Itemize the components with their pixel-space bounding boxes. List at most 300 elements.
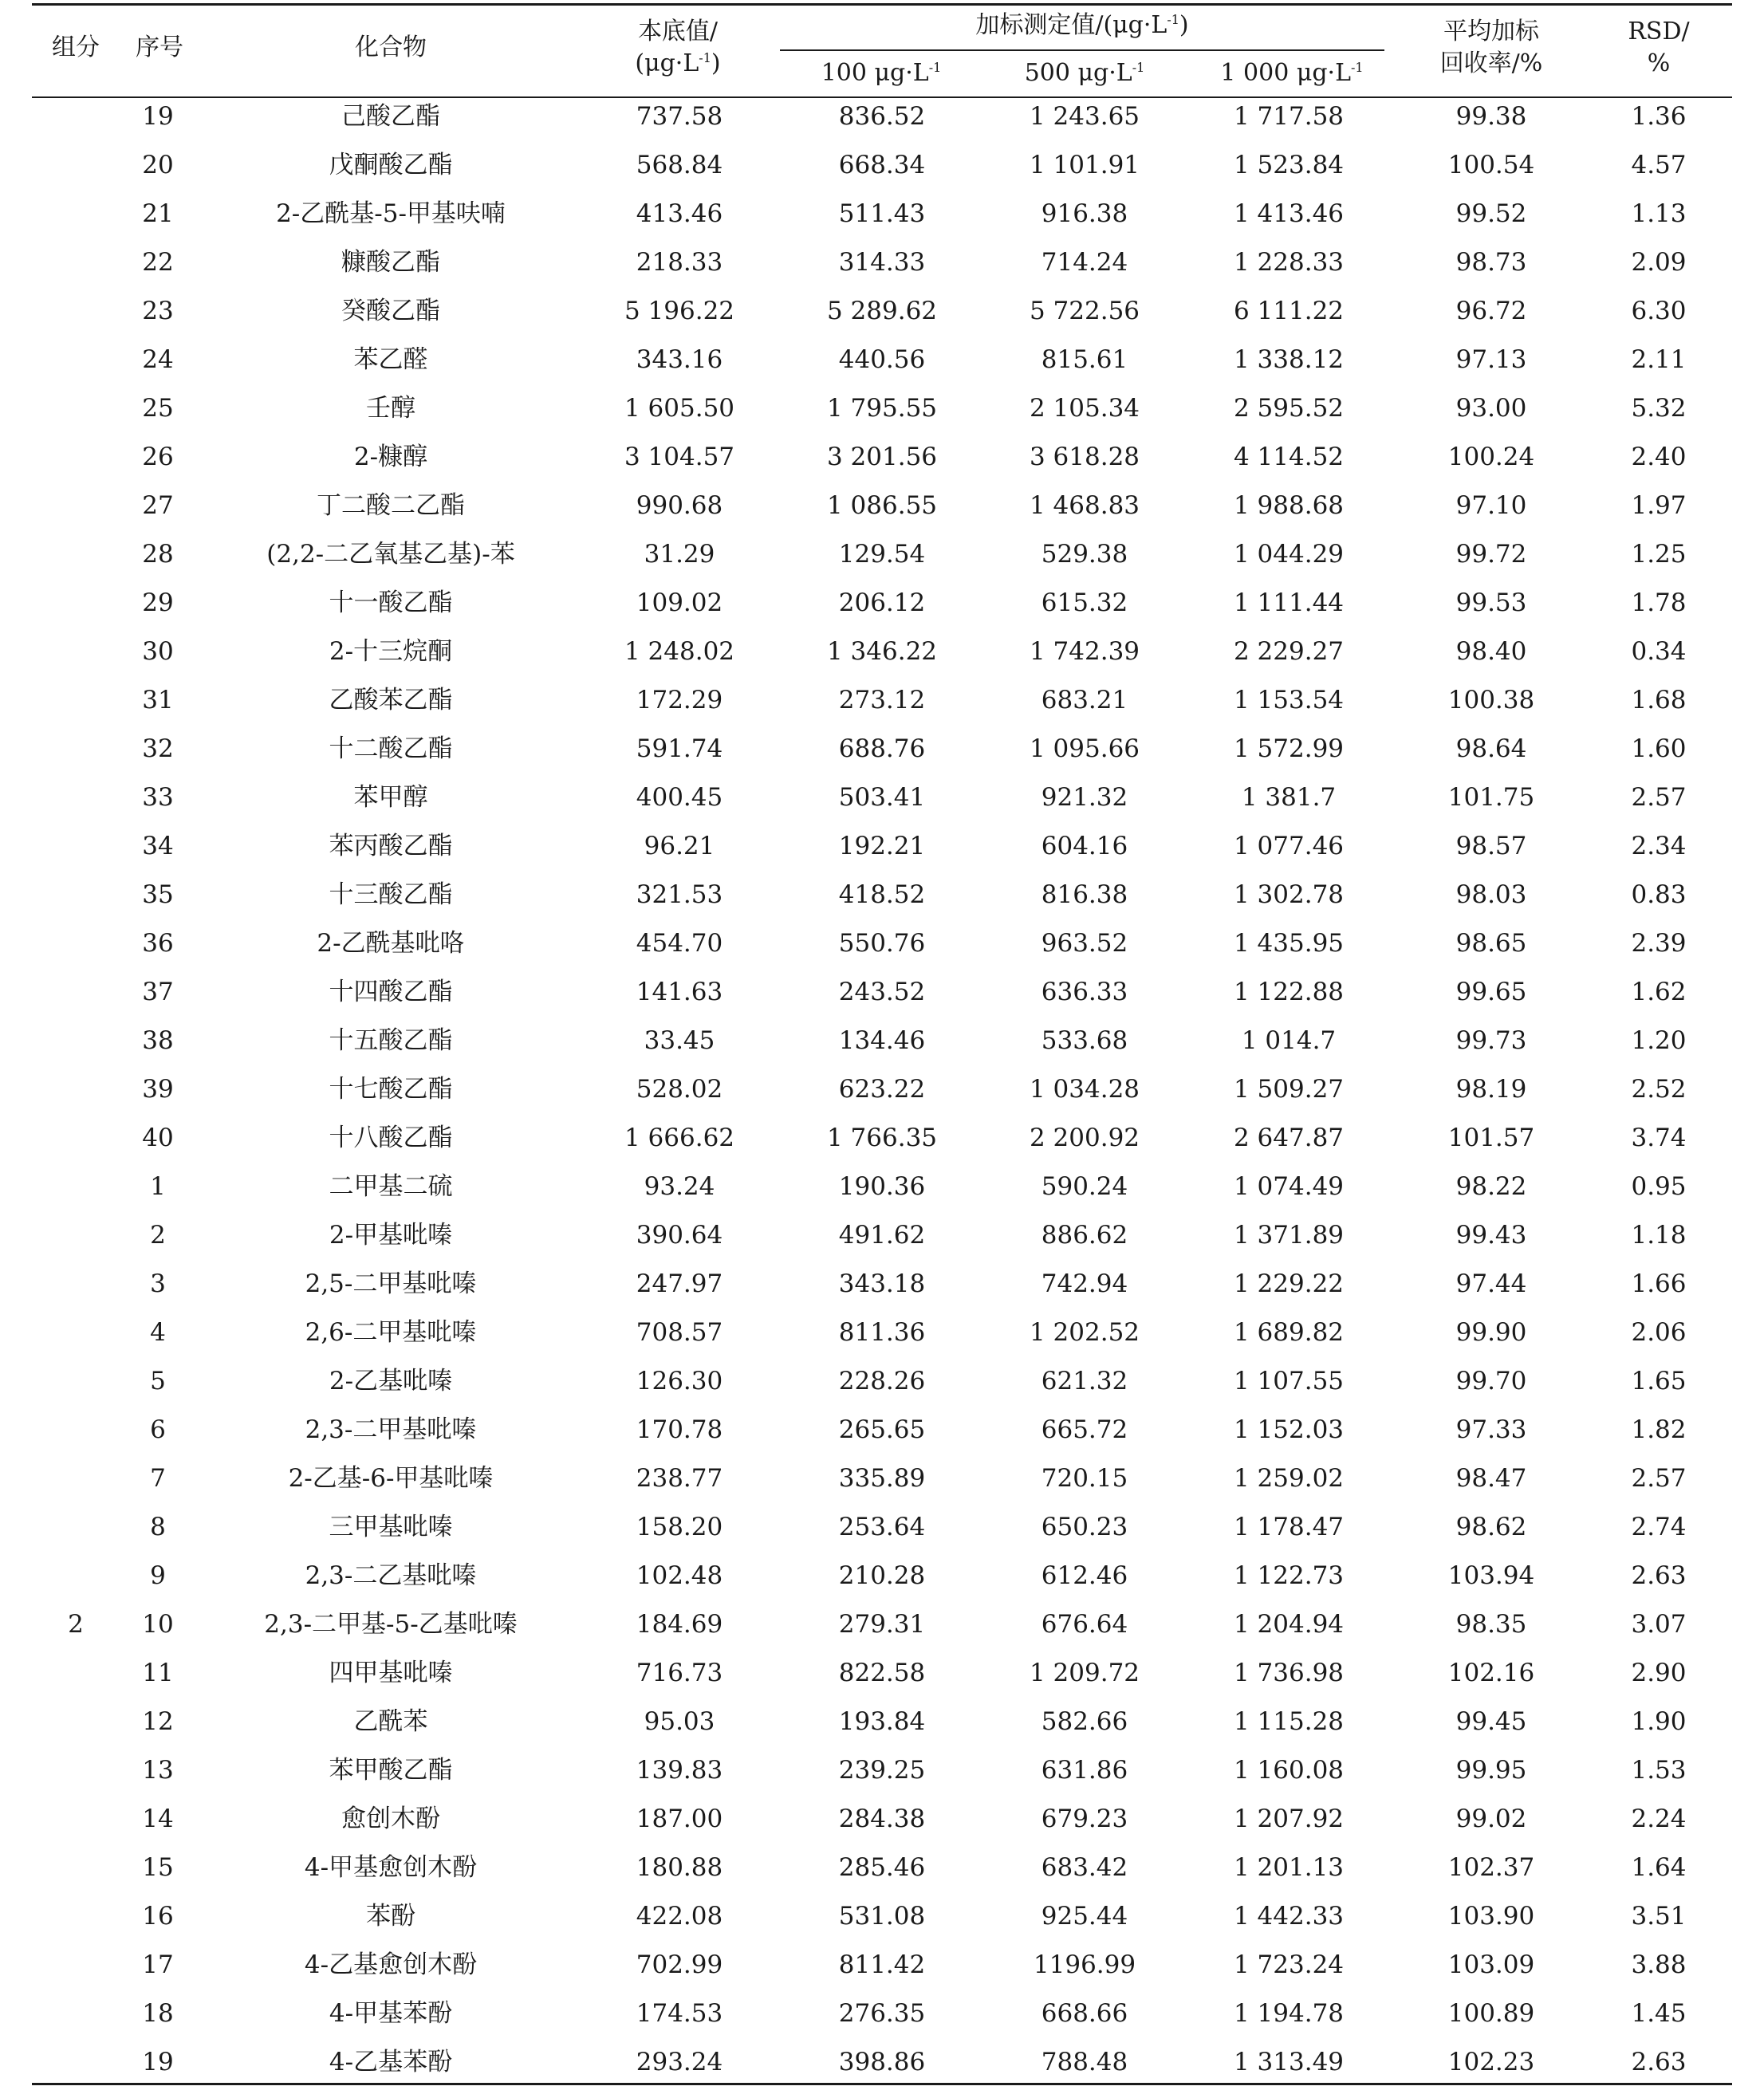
header-spike-1000 xyxy=(1188,57,1396,89)
cell-baseline: 180.88 xyxy=(636,1853,723,1882)
cell-spike-500: 963.52 xyxy=(1041,929,1128,958)
cell-rsd: 3.07 xyxy=(1631,1610,1687,1639)
cell-spike-1000: 1 115.28 xyxy=(1233,1707,1345,1736)
cell-rsd: 1.20 xyxy=(1631,1026,1687,1055)
cell-seq: 10 xyxy=(142,1610,174,1639)
cell-rsd: 1.68 xyxy=(1631,686,1687,714)
cell-compound: 2-乙酰基吡咯 xyxy=(317,929,465,958)
cell-rsd: 2.40 xyxy=(1631,443,1687,471)
cell-baseline: 454.70 xyxy=(636,929,723,958)
table-row xyxy=(0,99,1764,148)
cell-spike-500: 590.24 xyxy=(1041,1172,1128,1201)
cell-seq: 19 xyxy=(142,2048,174,2076)
table-row xyxy=(0,1072,1764,1120)
table-row xyxy=(0,342,1764,391)
cell-compound: 2-乙基-6-甲基吡嗪 xyxy=(288,1464,494,1493)
cell-spike-100: 273.12 xyxy=(838,686,926,714)
cell-compound: 己酸乙酯 xyxy=(341,102,440,131)
cell-baseline: 716.73 xyxy=(636,1659,723,1687)
cell-compound: 2,3-二甲基-5-乙基吡嗪 xyxy=(264,1610,518,1639)
cell-spike-100: 190.36 xyxy=(838,1172,926,1201)
cell-recovery: 99.45 xyxy=(1455,1707,1527,1736)
cell-spike-100: 279.31 xyxy=(838,1610,926,1639)
cell-spike-500: 2 105.34 xyxy=(1029,394,1140,423)
table-row xyxy=(0,1461,1764,1509)
header-rsd-line1: RSD/ xyxy=(1628,18,1690,45)
header-spike-500-sup: -1 xyxy=(1132,60,1145,75)
table-body xyxy=(0,99,1764,2093)
cell-recovery: 101.75 xyxy=(1447,783,1535,812)
cell-seq: 35 xyxy=(142,880,174,909)
cell-recovery: 99.53 xyxy=(1455,588,1527,617)
cell-spike-500: 631.86 xyxy=(1041,1756,1128,1785)
cell-recovery: 96.72 xyxy=(1455,297,1527,325)
cell-recovery: 99.90 xyxy=(1455,1318,1527,1347)
cell-spike-500: 636.33 xyxy=(1041,978,1128,1006)
cell-spike-500: 816.38 xyxy=(1041,880,1128,909)
cell-compound: (2,2-二乙氧基乙基)-苯 xyxy=(266,540,515,569)
cell-spike-100: 243.52 xyxy=(838,978,926,1006)
cell-compound: 十七酸乙酯 xyxy=(329,1075,453,1104)
cell-recovery: 93.00 xyxy=(1455,394,1527,423)
table-row xyxy=(0,1947,1764,1996)
header-baseline-line2 xyxy=(590,48,766,80)
cell-compound: 苯甲醇 xyxy=(353,783,428,812)
table-row xyxy=(0,1753,1764,1801)
table-row xyxy=(0,439,1764,488)
cell-rsd: 2.52 xyxy=(1631,1075,1687,1104)
cell-recovery: 98.62 xyxy=(1455,1513,1527,1541)
cell-spike-100: 193.84 xyxy=(838,1707,926,1736)
cell-compound: 2-糠醇 xyxy=(353,443,428,471)
cell-recovery: 101.57 xyxy=(1447,1124,1535,1152)
table-row xyxy=(0,488,1764,537)
cell-spike-1000: 1 194.78 xyxy=(1233,1999,1345,2028)
cell-spike-500: 679.23 xyxy=(1041,1805,1128,1833)
header-baseline-unit: (μg·L xyxy=(635,49,699,77)
cell-recovery: 100.54 xyxy=(1447,151,1535,179)
cell-compound: 4-乙基苯酚 xyxy=(329,2048,453,2076)
cell-rsd: 1.45 xyxy=(1631,1999,1687,2028)
cell-spike-500: 5 722.56 xyxy=(1029,297,1140,325)
cell-rsd: 1.13 xyxy=(1631,199,1687,228)
cell-recovery: 99.73 xyxy=(1455,1026,1527,1055)
cell-spike-1000: 1 107.55 xyxy=(1233,1367,1345,1395)
cell-spike-500: 1 202.52 xyxy=(1029,1318,1140,1347)
cell-spike-1000: 1 381.7 xyxy=(1241,783,1337,812)
cell-recovery: 97.13 xyxy=(1455,345,1527,374)
table-row xyxy=(0,1801,1764,1850)
cell-spike-1000: 4 114.52 xyxy=(1233,443,1345,471)
cell-seq: 29 xyxy=(142,588,174,617)
cell-seq: 5 xyxy=(150,1367,166,1395)
header-spiked-title: 加标测定值/(μg·L xyxy=(975,11,1167,39)
cell-rsd: 2.57 xyxy=(1631,1464,1687,1493)
cell-spike-500: 815.61 xyxy=(1041,345,1128,374)
cell-baseline: 5 196.22 xyxy=(624,297,735,325)
cell-seq: 25 xyxy=(142,394,174,423)
table-row xyxy=(0,1558,1764,1607)
cell-rsd: 0.83 xyxy=(1631,880,1687,909)
header-spike-500 xyxy=(993,57,1176,89)
cell-spike-1000: 1 074.49 xyxy=(1233,1172,1345,1201)
cell-seq: 40 xyxy=(142,1124,174,1152)
cell-recovery: 103.90 xyxy=(1447,1902,1535,1931)
cell-spike-100: 314.33 xyxy=(838,248,926,277)
cell-seq: 33 xyxy=(142,783,174,812)
table-row xyxy=(0,1315,1764,1364)
cell-compound: 2,6-二甲基吡嗪 xyxy=(305,1318,477,1347)
cell-rsd: 1.60 xyxy=(1631,734,1687,763)
cell-seq: 26 xyxy=(142,443,174,471)
cell-baseline: 422.08 xyxy=(636,1902,723,1931)
cell-spike-500: 720.15 xyxy=(1041,1464,1128,1493)
cell-seq: 6 xyxy=(150,1415,166,1444)
cell-baseline: 218.33 xyxy=(636,248,723,277)
cell-rsd: 3.74 xyxy=(1631,1124,1687,1152)
header-recovery-line1: 平均加标 xyxy=(1443,18,1539,45)
cell-spike-1000: 1 371.89 xyxy=(1233,1221,1345,1250)
cell-compound: 十二酸乙酯 xyxy=(329,734,453,763)
cell-spike-1000: 1 153.54 xyxy=(1233,686,1345,714)
cell-compound: 苯酚 xyxy=(366,1902,415,1931)
cell-seq: 27 xyxy=(142,491,174,520)
cell-spike-100: 192.21 xyxy=(838,832,926,860)
cell-seq: 12 xyxy=(142,1707,174,1736)
cell-spike-500: 925.44 xyxy=(1041,1902,1128,1931)
cell-spike-500: 604.16 xyxy=(1041,832,1128,860)
cell-baseline: 390.64 xyxy=(636,1221,723,1250)
cell-spike-500: 650.23 xyxy=(1041,1513,1128,1541)
cell-compound: 三甲基吡嗪 xyxy=(329,1513,453,1541)
cell-spike-1000: 1 717.58 xyxy=(1233,102,1345,131)
header-baseline xyxy=(590,16,766,80)
cell-spike-100: 1 086.55 xyxy=(826,491,938,520)
cell-rsd: 2.09 xyxy=(1631,248,1687,277)
cell-baseline: 343.16 xyxy=(636,345,723,374)
cell-rsd: 2.06 xyxy=(1631,1318,1687,1347)
cell-baseline: 737.58 xyxy=(636,102,723,131)
cell-compound: 2,3-二乙基吡嗪 xyxy=(305,1561,477,1590)
cell-spike-500: 683.42 xyxy=(1041,1853,1128,1882)
cell-spike-1000: 2 595.52 xyxy=(1233,394,1345,423)
table-row xyxy=(0,1120,1764,1169)
cell-recovery: 100.89 xyxy=(1447,1999,1535,2028)
cell-spike-100: 1 346.22 xyxy=(826,637,938,666)
cell-baseline: 95.03 xyxy=(644,1707,715,1736)
cell-rsd: 2.39 xyxy=(1631,929,1687,958)
cell-baseline: 293.24 xyxy=(636,2048,723,2076)
cell-spike-100: 1 766.35 xyxy=(826,1124,938,1152)
cell-rsd: 1.18 xyxy=(1631,1221,1687,1250)
cell-recovery: 98.22 xyxy=(1455,1172,1527,1201)
cell-spike-1000: 2 647.87 xyxy=(1233,1124,1345,1152)
cell-baseline: 170.78 xyxy=(636,1415,723,1444)
cell-spike-500: 3 618.28 xyxy=(1029,443,1140,471)
cell-spike-500: 676.64 xyxy=(1041,1610,1128,1639)
cell-spike-1000: 1 442.33 xyxy=(1233,1902,1345,1931)
cell-rsd: 3.51 xyxy=(1631,1902,1687,1931)
cell-rsd: 1.62 xyxy=(1631,978,1687,1006)
table-row xyxy=(0,780,1764,829)
cell-spike-500: 621.32 xyxy=(1041,1367,1128,1395)
cell-spike-500: 1 034.28 xyxy=(1029,1075,1140,1104)
cell-recovery: 98.19 xyxy=(1455,1075,1527,1104)
cell-seq: 16 xyxy=(142,1902,174,1931)
cell-spike-1000: 1 201.13 xyxy=(1233,1853,1345,1882)
cell-baseline: 1 666.62 xyxy=(624,1124,735,1152)
cell-recovery: 99.02 xyxy=(1455,1805,1527,1833)
cell-rsd: 2.63 xyxy=(1631,2048,1687,2076)
cell-rsd: 2.24 xyxy=(1631,1805,1687,1833)
cell-rsd: 1.53 xyxy=(1631,1756,1687,1785)
cell-rsd: 2.34 xyxy=(1631,832,1687,860)
header-spike-1000-sup: -1 xyxy=(1351,60,1364,75)
table-row xyxy=(0,1218,1764,1266)
cell-spike-100: 129.54 xyxy=(838,540,926,569)
cell-spike-100: 418.52 xyxy=(838,880,926,909)
cell-spike-500: 612.46 xyxy=(1041,1561,1128,1590)
cell-seq: 34 xyxy=(142,832,174,860)
cell-seq: 17 xyxy=(142,1950,174,1979)
table-row xyxy=(0,148,1764,196)
header-spiked xyxy=(780,10,1384,41)
cell-spike-100: 284.38 xyxy=(838,1805,926,1833)
header-spike-1000-label: 1 000 μg·L xyxy=(1220,59,1351,87)
header-rsd-line2: % xyxy=(1647,49,1671,77)
table-row xyxy=(0,537,1764,585)
table-row xyxy=(0,974,1764,1023)
cell-spike-100: 239.25 xyxy=(838,1756,926,1785)
cell-seq: 23 xyxy=(142,297,174,325)
cell-spike-100: 343.18 xyxy=(838,1269,926,1298)
cell-rsd: 1.65 xyxy=(1631,1367,1687,1395)
cell-spike-500: 1 095.66 xyxy=(1029,734,1140,763)
cell-seq: 31 xyxy=(142,686,174,714)
cell-recovery: 99.95 xyxy=(1455,1756,1527,1785)
header-spike-100-label: 100 μg·L xyxy=(821,59,929,87)
cell-spike-1000: 1 413.46 xyxy=(1233,199,1345,228)
cell-recovery: 102.23 xyxy=(1447,2048,1535,2076)
cell-baseline: 96.21 xyxy=(644,832,715,860)
cell-baseline: 568.84 xyxy=(636,151,723,179)
cell-baseline: 33.45 xyxy=(644,1026,715,1055)
cell-spike-100: 811.42 xyxy=(838,1950,926,1979)
table-row xyxy=(0,245,1764,293)
cell-compound: 愈创木酚 xyxy=(341,1805,440,1833)
cell-spike-1000: 1 160.08 xyxy=(1233,1756,1345,1785)
cell-rsd: 6.30 xyxy=(1631,297,1687,325)
cell-seq: 22 xyxy=(142,248,174,277)
cell-spike-500: 742.94 xyxy=(1041,1269,1128,1298)
cell-compound: 丁二酸二乙酯 xyxy=(317,491,465,520)
cell-rsd: 3.88 xyxy=(1631,1950,1687,1979)
cell-spike-500: 582.66 xyxy=(1041,1707,1128,1736)
cell-seq: 14 xyxy=(142,1805,174,1833)
cell-compound: 苯甲酸乙酯 xyxy=(329,1756,453,1785)
cell-spike-500: 668.66 xyxy=(1041,1999,1128,2028)
cell-spike-500: 788.48 xyxy=(1041,2048,1128,2076)
cell-spike-100: 623.22 xyxy=(838,1075,926,1104)
header-group: 组分 xyxy=(52,33,100,61)
cell-spike-100: 440.56 xyxy=(838,345,926,374)
cell-recovery: 99.70 xyxy=(1455,1367,1527,1395)
cell-compound: 十八酸乙酯 xyxy=(329,1124,453,1152)
cell-baseline: 591.74 xyxy=(636,734,723,763)
cell-spike-500: 1 468.83 xyxy=(1029,491,1140,520)
table-row xyxy=(0,293,1764,342)
cell-spike-500: 529.38 xyxy=(1041,540,1128,569)
cell-seq: 9 xyxy=(150,1561,166,1590)
cell-spike-100: 503.41 xyxy=(838,783,926,812)
cell-compound: 2-乙基吡嗪 xyxy=(329,1367,453,1395)
cell-spike-1000: 1 435.95 xyxy=(1233,929,1345,958)
cell-spike-100: 688.76 xyxy=(838,734,926,763)
table-row xyxy=(0,585,1764,634)
cell-seq: 3 xyxy=(150,1269,166,1298)
cell-compound: 十五酸乙酯 xyxy=(329,1026,453,1055)
cell-recovery: 98.73 xyxy=(1455,248,1527,277)
cell-recovery: 97.33 xyxy=(1455,1415,1527,1444)
cell-spike-100: 531.08 xyxy=(838,1902,926,1931)
cell-rsd: 1.36 xyxy=(1631,102,1687,131)
cell-spike-100: 836.52 xyxy=(838,102,926,131)
table-row xyxy=(0,877,1764,926)
cell-spike-500: 921.32 xyxy=(1041,783,1128,812)
cell-spike-500: 2 200.92 xyxy=(1029,1124,1140,1152)
table-row xyxy=(0,1023,1764,1072)
cell-spike-100: 206.12 xyxy=(838,588,926,617)
cell-spike-1000: 1 077.46 xyxy=(1233,832,1345,860)
table-row xyxy=(0,1996,1764,2045)
table-row xyxy=(0,683,1764,731)
table-row xyxy=(0,829,1764,877)
cell-spike-100: 210.28 xyxy=(838,1561,926,1590)
cell-compound: 4-甲基愈创木酚 xyxy=(304,1853,478,1882)
cell-spike-100: 276.35 xyxy=(838,1999,926,2028)
cell-recovery: 98.35 xyxy=(1455,1610,1527,1639)
table-row xyxy=(0,926,1764,974)
cell-baseline: 1 605.50 xyxy=(624,394,735,423)
cell-spike-1000: 1 338.12 xyxy=(1233,345,1345,374)
cell-seq: 36 xyxy=(142,929,174,958)
cell-compound: 十一酸乙酯 xyxy=(329,588,453,617)
cell-seq: 15 xyxy=(142,1853,174,1882)
header-seq: 序号 xyxy=(136,33,183,61)
cell-baseline: 3 104.57 xyxy=(624,443,735,471)
cell-rsd: 2.11 xyxy=(1631,345,1687,374)
cell-baseline: 174.53 xyxy=(636,1999,723,2028)
table-row xyxy=(0,1364,1764,1412)
cell-spike-1000: 1 122.73 xyxy=(1233,1561,1345,1590)
cell-compound: 戊酮酸乙酯 xyxy=(329,151,453,179)
cell-spike-1000: 1 228.33 xyxy=(1233,248,1345,277)
cell-seq: 18 xyxy=(142,1999,174,2028)
cell-spike-1000: 1 736.98 xyxy=(1233,1659,1345,1687)
cell-spike-100: 134.46 xyxy=(838,1026,926,1055)
cell-recovery: 103.09 xyxy=(1447,1950,1535,1979)
cell-spike-1000: 1 111.44 xyxy=(1233,588,1345,617)
cell-spike-1000: 1 229.22 xyxy=(1233,1269,1345,1298)
table-row xyxy=(0,1850,1764,1899)
cell-compound: 苯丙酸乙酯 xyxy=(329,832,453,860)
cell-spike-100: 5 289.62 xyxy=(826,297,938,325)
cell-recovery: 97.10 xyxy=(1455,491,1527,520)
cell-spike-1000: 1 509.27 xyxy=(1233,1075,1345,1104)
cell-recovery: 103.94 xyxy=(1447,1561,1535,1590)
cell-compound: 十三酸乙酯 xyxy=(329,880,453,909)
header-compound: 化合物 xyxy=(355,33,427,61)
cell-recovery: 98.40 xyxy=(1455,637,1527,666)
cell-spike-100: 822.58 xyxy=(838,1659,926,1687)
cell-baseline: 528.02 xyxy=(636,1075,723,1104)
table-row xyxy=(0,1899,1764,1947)
header-baseline-line1: 本底值/ xyxy=(637,18,719,45)
cell-spike-100: 3 201.56 xyxy=(826,443,938,471)
cell-spike-1000: 1 014.7 xyxy=(1241,1026,1337,1055)
cell-compound: 癸酸乙酯 xyxy=(341,297,440,325)
cell-spike-1000: 1 152.03 xyxy=(1233,1415,1345,1444)
cell-rsd: 2.74 xyxy=(1631,1513,1687,1541)
header-spiked-sup: -1 xyxy=(1167,12,1179,27)
cell-seq: 30 xyxy=(142,637,174,666)
cell-baseline: 413.46 xyxy=(636,199,723,228)
cell-compound: 4-甲基苯酚 xyxy=(329,1999,453,2028)
cell-spike-100: 265.65 xyxy=(838,1415,926,1444)
cell-compound: 乙酸苯乙酯 xyxy=(329,686,453,714)
cell-spike-1000: 1 723.24 xyxy=(1233,1950,1345,1979)
cell-spike-500: 615.32 xyxy=(1041,588,1128,617)
cell-baseline: 172.29 xyxy=(636,686,723,714)
cell-rsd: 1.66 xyxy=(1631,1269,1687,1298)
cell-spike-100: 228.26 xyxy=(838,1367,926,1395)
cell-spike-100: 491.62 xyxy=(838,1221,926,1250)
header-rsd xyxy=(1595,16,1723,80)
cell-baseline: 247.97 xyxy=(636,1269,723,1298)
cell-seq: 2 xyxy=(150,1221,166,1250)
cell-baseline: 139.83 xyxy=(636,1756,723,1785)
cell-spike-1000: 1 523.84 xyxy=(1233,151,1345,179)
cell-spike-100: 550.76 xyxy=(838,929,926,958)
cell-rsd: 1.25 xyxy=(1631,540,1687,569)
cell-recovery: 98.65 xyxy=(1455,929,1527,958)
cell-spike-1000: 1 259.02 xyxy=(1233,1464,1345,1493)
cell-spike-100: 335.89 xyxy=(838,1464,926,1493)
cell-baseline: 93.24 xyxy=(644,1172,715,1201)
cell-seq: 4 xyxy=(150,1318,166,1347)
cell-spike-500: 1196.99 xyxy=(1033,1950,1136,1979)
cell-spike-500: 533.68 xyxy=(1041,1026,1128,1055)
cell-spike-1000: 1 572.99 xyxy=(1233,734,1345,763)
cell-recovery: 98.64 xyxy=(1455,734,1527,763)
cell-spike-1000: 1 689.82 xyxy=(1233,1318,1345,1347)
cell-spike-1000: 1 044.29 xyxy=(1233,540,1345,569)
table-row xyxy=(0,1655,1764,1704)
cell-recovery: 97.44 xyxy=(1455,1269,1527,1298)
table-row xyxy=(0,196,1764,245)
cell-spike-1000: 1 178.47 xyxy=(1233,1513,1345,1541)
cell-spike-500: 1 243.65 xyxy=(1029,102,1140,131)
cell-spike-500: 665.72 xyxy=(1041,1415,1128,1444)
table-row xyxy=(0,391,1764,439)
cell-rsd: 1.97 xyxy=(1631,491,1687,520)
cell-baseline: 158.20 xyxy=(636,1513,723,1541)
cell-recovery: 102.37 xyxy=(1447,1853,1535,1882)
cell-spike-1000: 1 988.68 xyxy=(1233,491,1345,520)
cell-compound: 4-乙基愈创木酚 xyxy=(304,1950,478,1979)
cell-baseline: 109.02 xyxy=(636,588,723,617)
cell-baseline: 31.29 xyxy=(644,540,715,569)
